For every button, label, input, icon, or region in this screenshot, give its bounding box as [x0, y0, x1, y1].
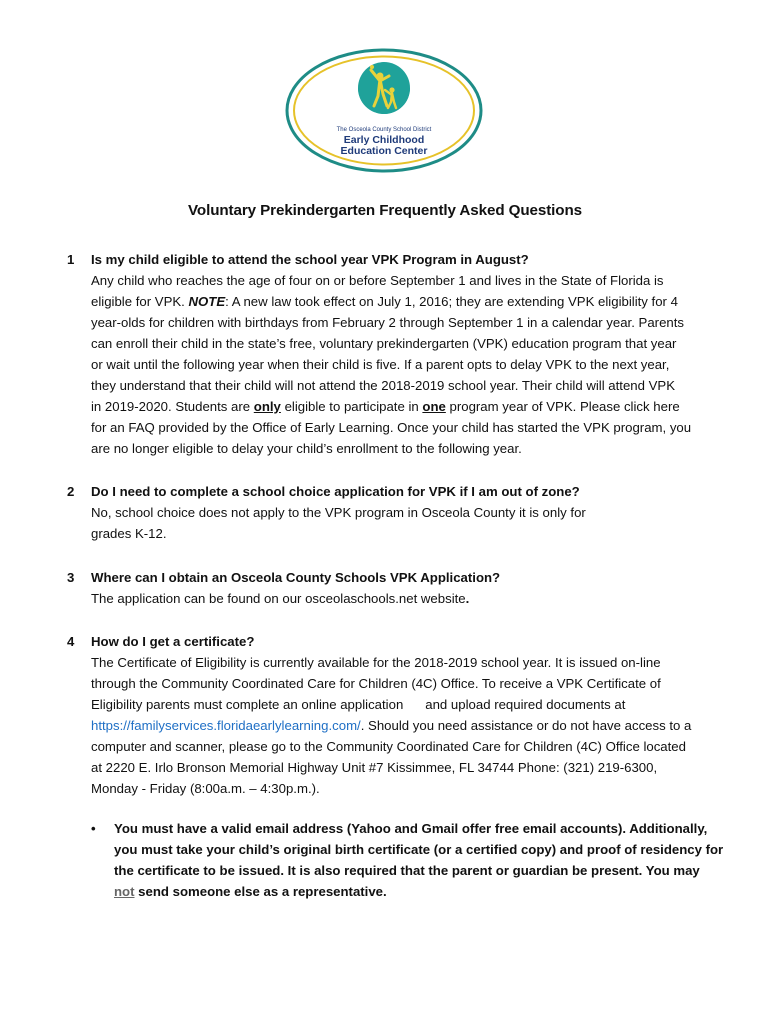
bullet-line: you must take your child’s original birth certificate (or a certified copy) and proof of residency for — [114, 842, 724, 857]
answer-line: computer and scanner, please go to the Community Coordinated Care for Children (4C) Office located — [91, 739, 686, 754]
only-emphasis: only — [253, 399, 281, 414]
answer-line: or wait until the following year when their child is five. If a parent opts to delay VPK to the next year, — [91, 357, 670, 372]
answer-line: The Certificate of Eligibility is currently available for the 2018-2019 school year. It is issued on-line — [91, 655, 661, 670]
logo-emblem — [285, 48, 483, 173]
page-title: Voluntary Prekindergarten Frequently Asked Questions — [188, 202, 582, 219]
faq-answer — [91, 588, 731, 609]
answer-line: can enroll their child in the state’s free, voluntary prekindergarten (VPK) education program that year — [91, 336, 677, 351]
faq-number: 2 — [67, 484, 75, 499]
bullet-text — [114, 818, 744, 902]
answer-line: https://familyservices.floridaearlylearning.com/. Should you need assistance or do not have access to a — [91, 718, 692, 733]
answer-line: they understand that their child will not attend the 2018-2019 school year. Their child will attend VPK — [91, 378, 676, 393]
bullet-icon: • — [91, 821, 96, 836]
answer-line: grades K-12. — [91, 526, 167, 541]
faq-number: 4 — [67, 634, 75, 649]
answer-line: Any child who reaches the age of four on or before September 1 and lives in the State of Florida is — [91, 273, 664, 288]
answer-line: Eligibility parents must complete an online application and upload required documents at — [91, 697, 626, 712]
faq-question: How do I get a certificate? — [91, 634, 255, 649]
vpk-application-link[interactable]: https://familyservices.floridaearlylearning.com/ — [91, 718, 361, 733]
answer-line: year-olds for children with birthdays from February 2 through September 1 in a calendar year. Parents — [91, 315, 684, 330]
logo-line3: Education Center — [340, 145, 428, 157]
answer-line: in 2019-2020. Students are only eligible to participate in one program year of VPK. Please click here — [91, 399, 680, 414]
faq-number: 1 — [67, 252, 75, 267]
answer-line: Monday - Friday (8:00a.m. – 4:30p.m.). — [91, 781, 320, 796]
answer-line: for an FAQ provided by the Office of Early Learning. Once your child has started the VPK program, you — [91, 420, 692, 435]
answer-line: No, school choice does not apply to the VPK program in Osceola County it is only for — [91, 505, 586, 520]
answer-line: The application can be found on our osceolaschools.net website. — [91, 591, 470, 606]
logo-line1: The Osceola County School District — [336, 127, 432, 133]
school-logo — [285, 48, 483, 173]
answer-line: through the Community Coordinated Care for Children (4C) Office. To receive a VPK Certificate of — [91, 676, 661, 691]
note-label: NOTE — [188, 294, 226, 309]
faq-answer — [91, 270, 731, 459]
one-emphasis: one — [422, 399, 446, 414]
faq-question: Is my child eligible to attend the school year VPK Program in August? — [91, 252, 529, 267]
bullet-line: the certificate to be issued. It is also required that the parent or guardian be present. You may — [114, 863, 700, 878]
answer-line: are no longer eligible to delay your child’s enrollment to the following year. — [91, 441, 522, 456]
answer-line: at 2220 E. Irlo Bronson Memorial Highway Unit #7 Kissimmee, FL 34744 Phone: (321) 219-6300, — [91, 760, 658, 775]
bullet-line: You must have a valid email address (Yahoo and Gmail offer free email accounts). Additionally, — [114, 821, 708, 836]
faq-number: 3 — [67, 570, 75, 585]
faq-answer — [91, 652, 731, 799]
faq-question: Where can I obtain an Osceola County Schools VPK Application? — [91, 570, 501, 585]
not-emphasis: not — [114, 884, 135, 899]
bullet-line: not send someone else as a representative. — [114, 884, 387, 899]
faq-question: Do I need to complete a school choice application for VPK if I am out of zone? — [91, 484, 580, 499]
faq-answer — [91, 502, 731, 544]
answer-line: eligible for VPK. NOTE: A new law took effect on July 1, 2016; they are extending VPK eligibility for 4 — [91, 294, 678, 309]
logo-line2: Early Childhood — [343, 134, 425, 146]
